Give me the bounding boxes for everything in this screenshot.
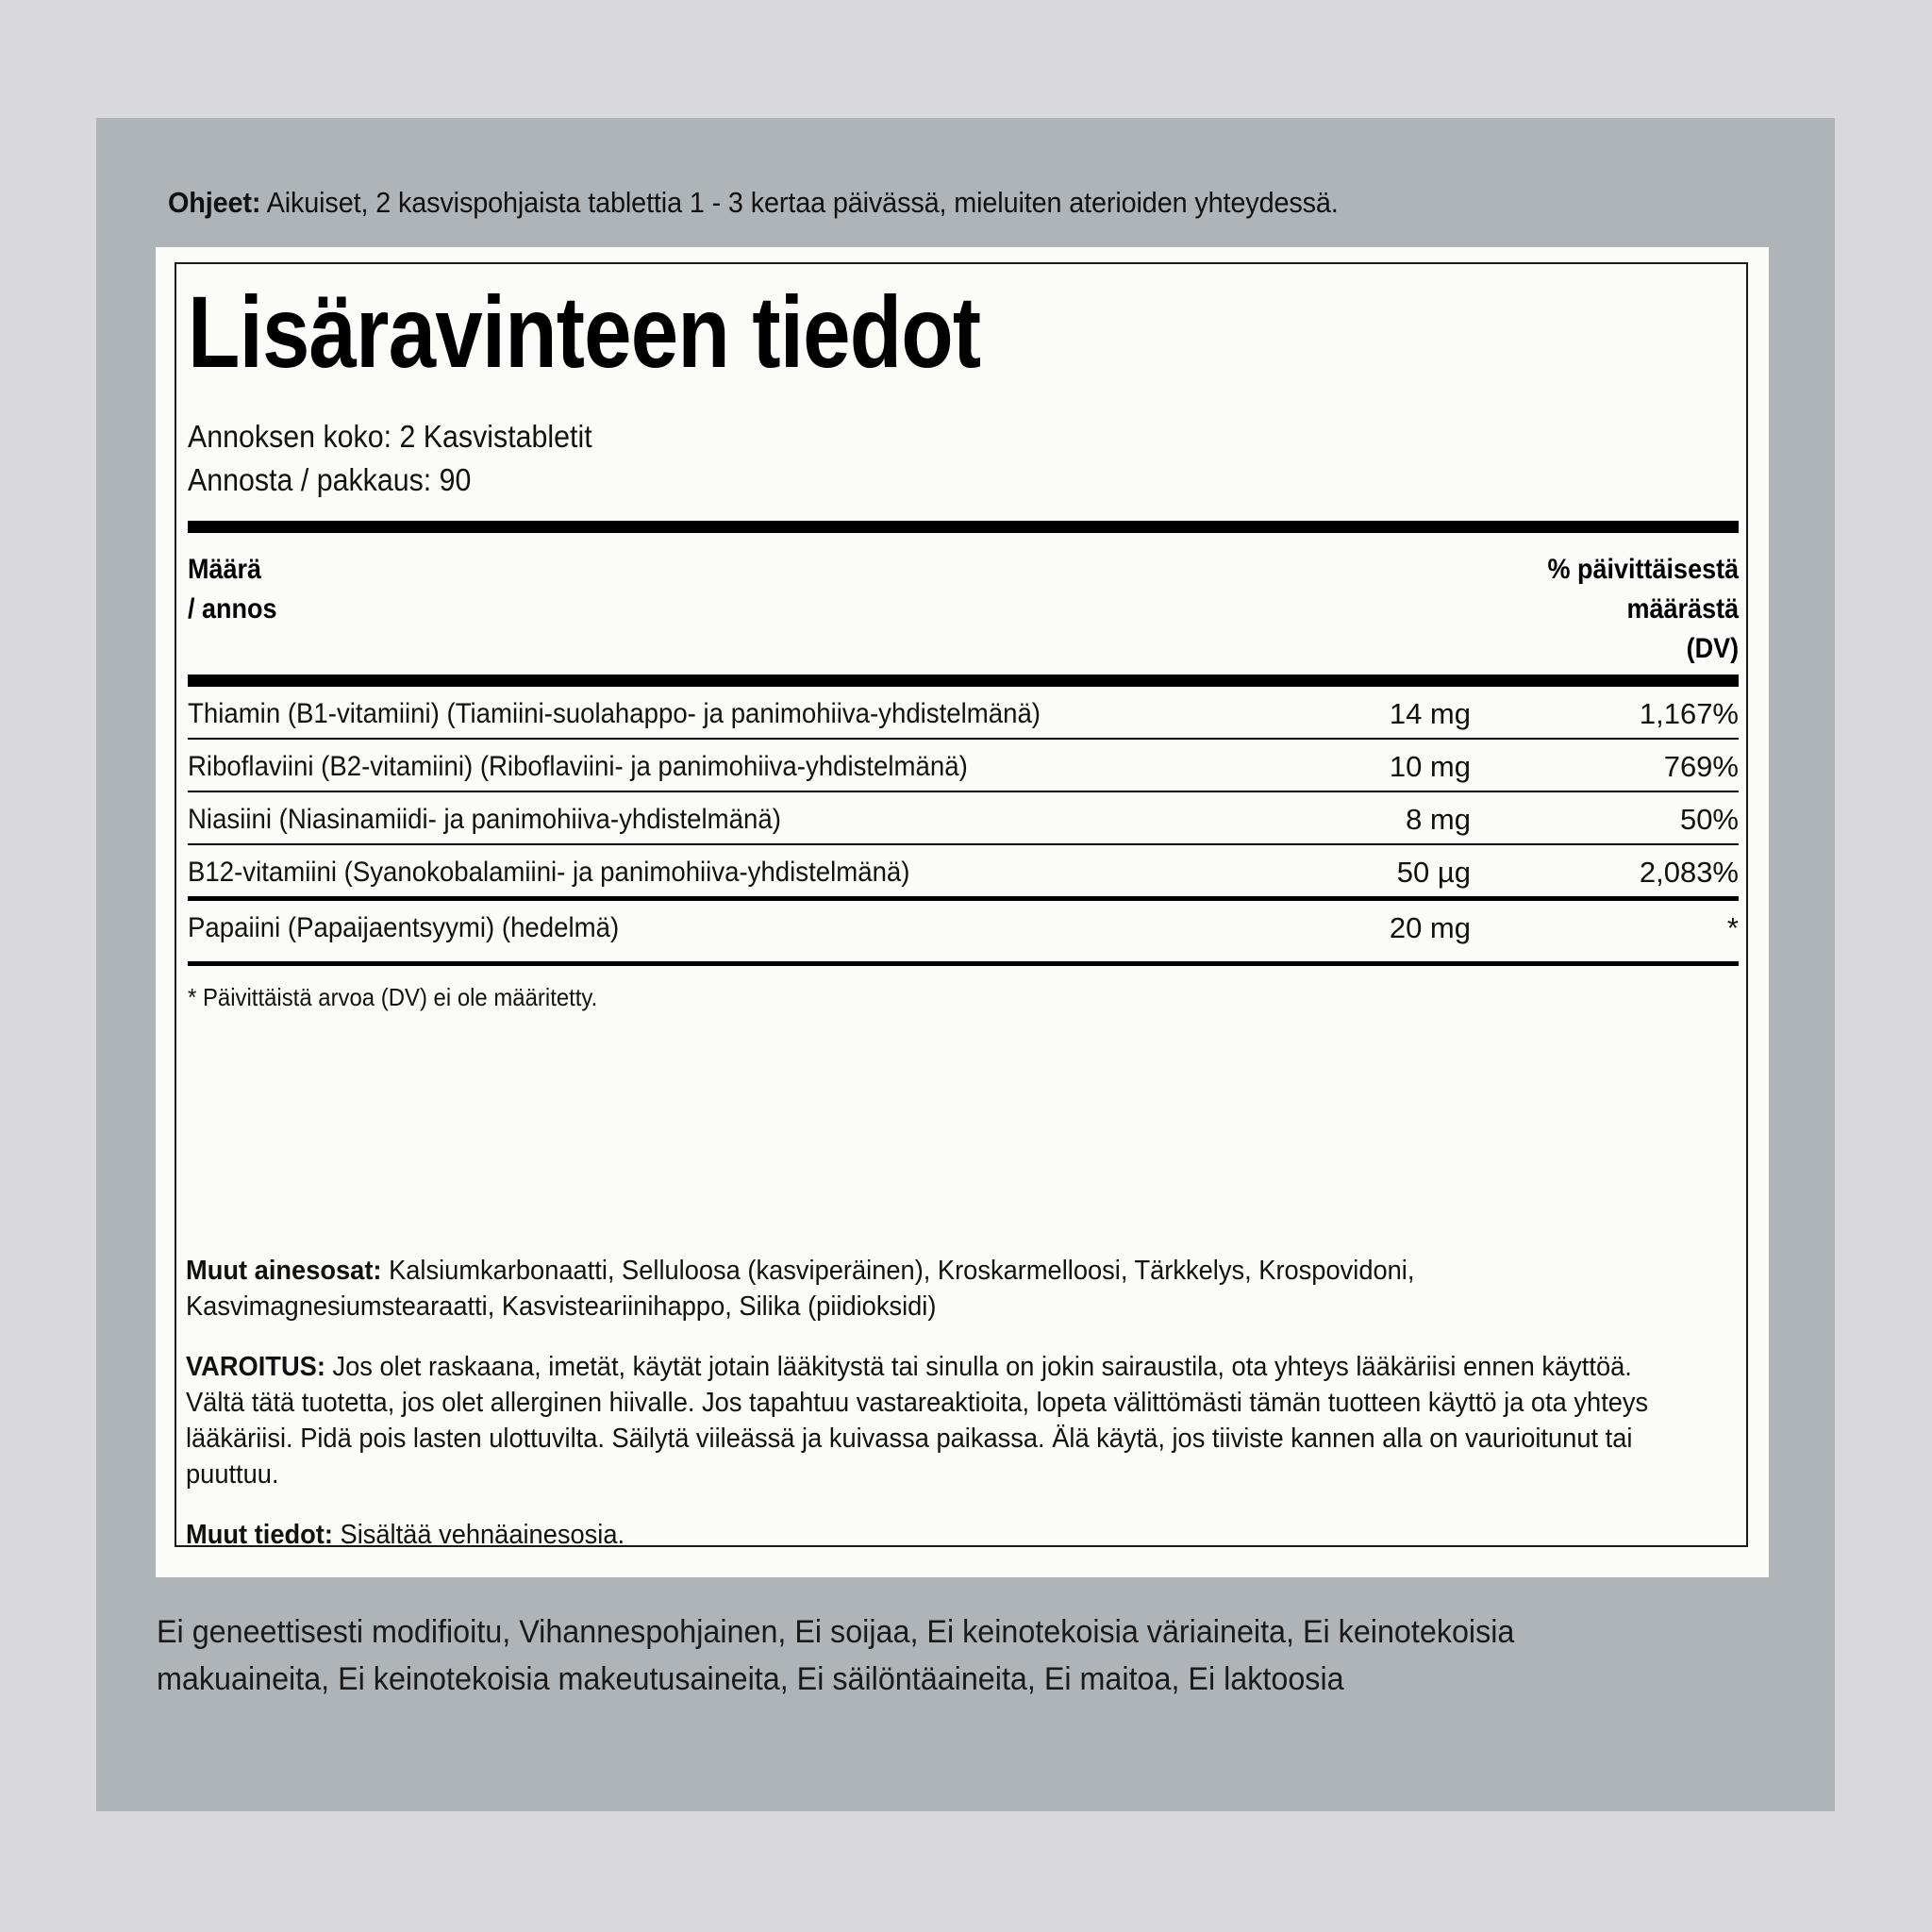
directions-label: Ohjeet: [168,186,261,219]
column-header-dv-line3: (DV) [1686,633,1739,664]
table-row [188,792,1739,843]
directions-line [168,184,1694,222]
supplement-facts-box [156,247,1769,1577]
supplement-facts-content [188,264,1739,1013]
nutrient-amount: 20 mg [1389,911,1471,944]
column-header-amount-line2: / annos [188,593,277,625]
page-title: Lisäravinteen tiedot [188,275,981,389]
table-row [188,845,1739,896]
column-header-amount-line1: Määrä [188,554,262,585]
serving-info [188,415,1739,502]
dv-footnote: * Päivittäistä arvoa (DV) ei ole määritetty. [188,983,598,1011]
directions-text: Aikuiset, 2 kasvispohjaista tablettia 1 - 3 kertaa päivässä, mieluiten aterioiden yhteydessä. [260,186,1339,219]
other-info-text: Sisältää vehnäainesosia. [332,1520,625,1550]
column-header-dv-line1: % päivittäisestä [1547,554,1739,585]
nutrient-dv: 2,083% [1639,856,1739,889]
supplement-facts-body [186,1253,1780,1577]
table-header [188,533,1739,675]
other-ingredients-text: Kalsiumkarbonaatti, Selluloosa (kasviperäinen), Kroskarmelloosi, Tärkkelys, Krospovidoni, Kasvimagnesiumstearaatti, Kasvisteariinihappo, Silika (piidioksidi) [186,1256,1415,1322]
nutrient-name: Thiamin (B1-vitamiini) (Tiamiini-suolahappo- ja panimohiiva-yhdistelmänä) [188,698,1041,729]
table-top-rule [188,521,1739,533]
table-row [188,901,1739,952]
column-header-amount [188,550,277,629]
label-panel [96,118,1835,1811]
supplement-facts-border [175,262,1748,1550]
nutrient-name: Riboflaviini (B2-vitamiini) (Riboflaviini- ja panimohiiva-yhdistelmänä) [188,751,968,782]
nutrient-amount: 50 µg [1396,856,1471,889]
warning-label: VAROITUS: [186,1352,325,1382]
nutrient-amount: 10 mg [1389,750,1471,783]
column-header-dv-line2: määrästä [1626,593,1739,625]
table-row [188,687,1739,738]
other-info [186,1517,1685,1553]
nutrient-name: Papaiini (Papaijaentsyymi) (hedelmä) [188,912,620,943]
nutrient-dv: 769% [1663,750,1739,783]
table-row [188,740,1739,791]
column-header-dv [1547,550,1739,669]
nutrient-name: Niasiini (Niasinamiidi- ja panimohiiva-yhdistelmänä) [188,804,781,835]
other-ingredients-label: Muut ainesosat: [186,1256,382,1286]
warning-text: Jos olet raskaana, imetät, käytät jotain lääkitystä tai sinulla on jokin sairaustila, ota yhteys lääkäriisi ennen käyttöä. Vältä tätä tuotetta, jos olet allerginen hiivalle. Jos tapahtuu vastareaktioita, lopeta välittömästi tämän tuotteen käyttö ja ota yhteys lääkäriisi. Pidä pois lasten ulottuvilta. Säilytä viileässä ja kuivassa paikassa. Älä käytä, jos tiiviste kannen alla on vaurioitunut tai puuttuu. [186,1352,1649,1490]
other-info-label: Muut tiedot: [186,1520,333,1550]
servings-per-container: Annosta / pakkaus: 90 [188,462,472,497]
warning [186,1349,1685,1492]
nutrient-dv: 1,167% [1639,697,1739,730]
nutrient-name: B12-vitamiini (Syanokobalamiini- ja panimohiiva-yhdistelmänä) [188,857,910,888]
header-bottom-rule [188,675,1739,687]
table-bottom-rule [188,961,1739,966]
other-ingredients [186,1253,1685,1324]
nutrient-dv: * [1726,911,1739,944]
serving-size: Annoksen koko: 2 Kasvistabletit [188,419,592,454]
nutrient-amount: 8 mg [1406,803,1471,836]
nutrient-amount: 14 mg [1389,697,1471,730]
product-claims: Ei geneettisesti modifioitu, Vihannespohjainen, Ei soijaa, Ei keinotekoisia väriaineita, Ei keinotekoisia makuaineita, Ei keinotekoisia makeutusaineita, Ei säilöntäaineita, Ei maitoa, Ei laktoosia [157,1614,1515,1697]
nutrient-dv: 50% [1679,803,1739,836]
